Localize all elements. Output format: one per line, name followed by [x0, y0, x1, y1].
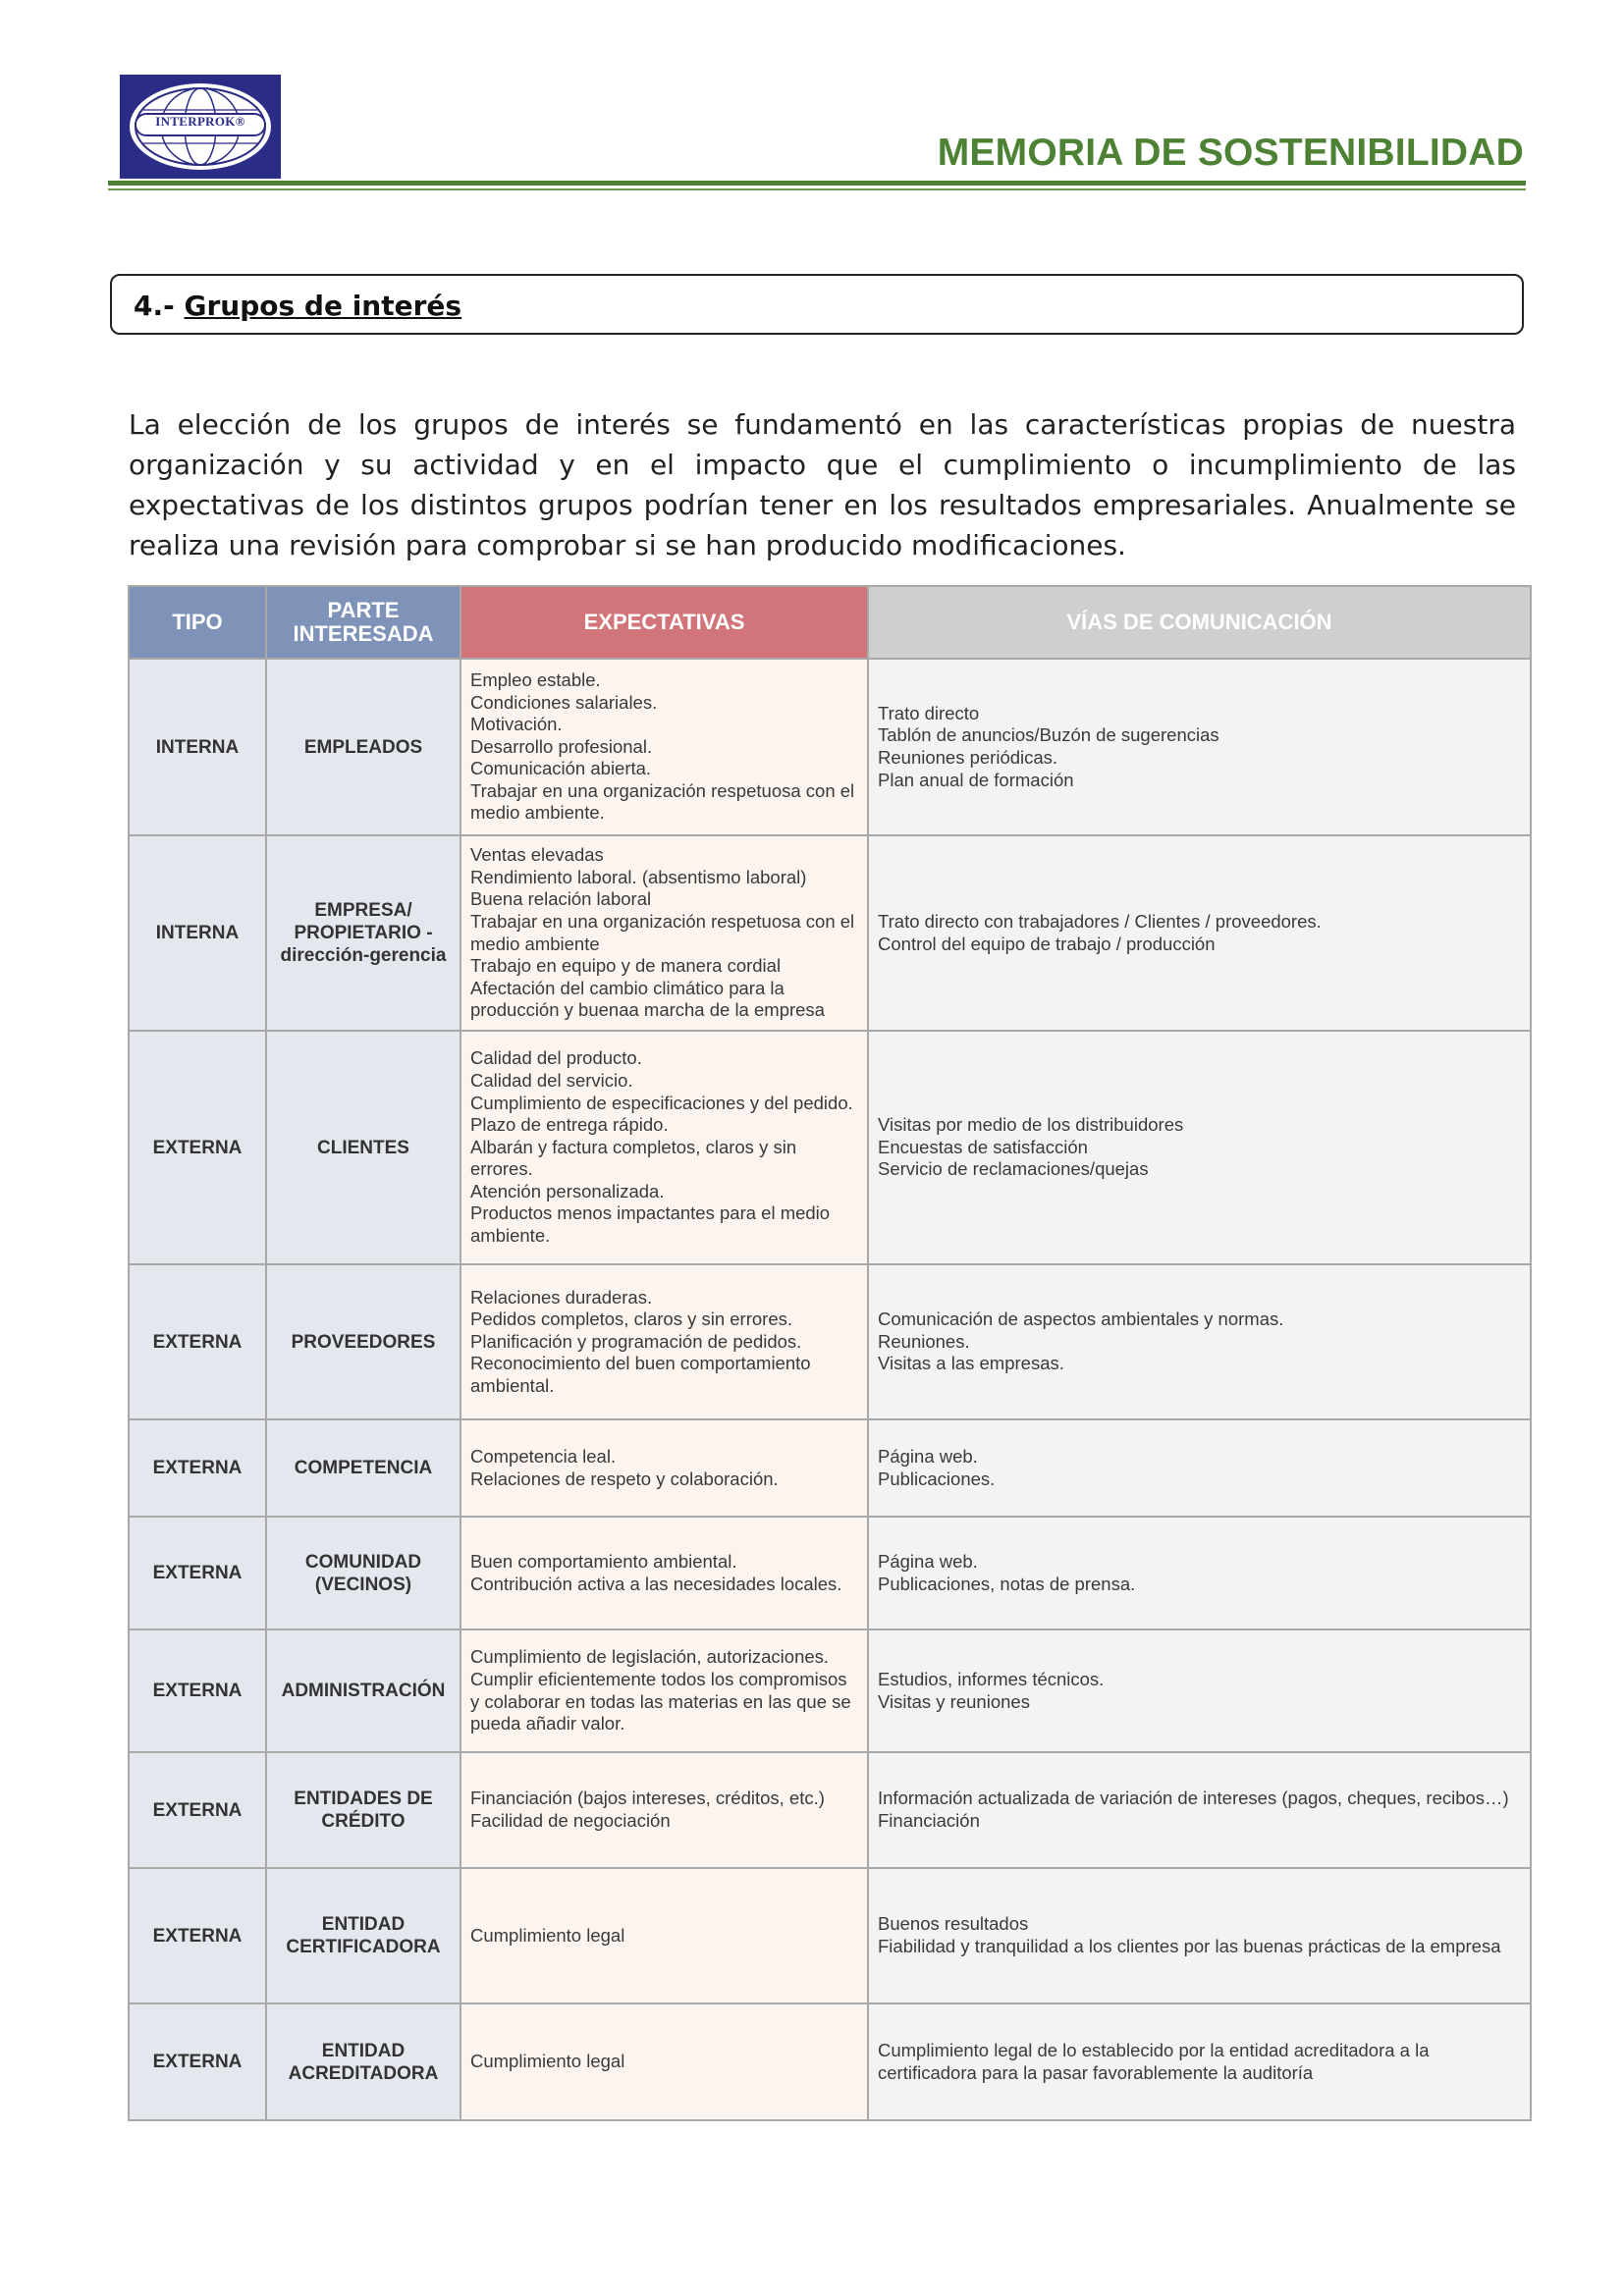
- table-row: [129, 1031, 1531, 1264]
- expectativa-item: Condiciones salariales.: [470, 691, 658, 713]
- expectativa-item: Trabajar en una organización respetuosa con el medio ambiente: [470, 910, 855, 954]
- cell-tipo: EXTERNA: [129, 1868, 266, 2003]
- via-item: Control del equipo de trabajo / producción: [878, 933, 1216, 954]
- via-item: Tablón de anuncios/Buzón de sugerencias: [878, 724, 1219, 746]
- via-item: Cumplimiento legal de lo establecido por la entidad acreditadora a la certificadora para la pasar favorablemente la auditoría: [878, 2039, 1430, 2083]
- cell-tipo: INTERNA: [129, 835, 266, 1031]
- expectativa-item: Albarán y factura completos, claros y sin errores.: [470, 1136, 797, 1180]
- cell-parte-interesada: EMPRESA/ PROPIETARIO - dirección-gerencia: [266, 835, 460, 1031]
- via-item: Reuniones.: [878, 1330, 970, 1352]
- expectativa-item: Plazo de entrega rápido.: [470, 1114, 669, 1136]
- expectativa-item: Afectación del cambio climático para la producción y buenaa marcha de la empresa: [470, 977, 825, 1021]
- intro-paragraph: La elección de los grupos de interés se fundamentó en las características propias de nuestra organización y su actividad y en el impacto que el cumplimiento o incumplimiento de las expectativas de los distintos grupos podrían tener en los resultados empresariales. Anualmente se realiza una revisión para comprobar si se han producido modificaciones.: [129, 408, 1516, 561]
- table-row: [129, 1419, 1531, 1517]
- expectativa-item: Ventas elevadas: [470, 844, 604, 866]
- cell-tipo: EXTERNA: [129, 1517, 266, 1629]
- cell-parte-interesada: PROVEEDORES: [266, 1264, 460, 1419]
- cell-expectativas: [460, 1752, 868, 1868]
- cell-parte-interesada: COMUNIDAD (VECINOS): [266, 1517, 460, 1629]
- expectativa-item: Financiación (bajos intereses, créditos, etc.): [470, 1788, 825, 1809]
- expectativa-item: Cumplimiento de legislación, autorizaciones.: [470, 1646, 830, 1668]
- document-title: MEMORIA DE SOSTENIBILIDAD: [937, 132, 1524, 174]
- cell-parte-interesada: COMPETENCIA: [266, 1419, 460, 1517]
- expectativa-item: Buena relación laboral: [470, 888, 652, 910]
- column-header-vias-comunicacion: VÍAS DE COMUNICACIÓN: [868, 586, 1531, 659]
- cell-tipo: EXTERNA: [129, 1629, 266, 1752]
- table-row: [129, 1264, 1531, 1419]
- cell-tipo: EXTERNA: [129, 1264, 266, 1419]
- expectativa-item: Pedidos completos, claros y sin errores.: [470, 1308, 792, 1330]
- expectativa-item: Relaciones duraderas.: [470, 1286, 653, 1308]
- cell-parte-interesada: ADMINISTRACIÓN: [266, 1629, 460, 1752]
- expectativa-item: Relaciones de respeto y colaboración.: [470, 1468, 779, 1489]
- via-item: Estudios, informes técnicos.: [878, 1668, 1105, 1689]
- table-row: [129, 1752, 1531, 1868]
- cell-tipo: EXTERNA: [129, 1752, 266, 1868]
- via-item: Comunicación de aspectos ambientales y normas.: [878, 1308, 1284, 1330]
- column-header-tipo: TIPO: [129, 586, 266, 659]
- cell-tipo: EXTERNA: [129, 1031, 266, 1264]
- expectativa-item: Cumplimiento legal: [470, 1924, 625, 1946]
- cell-expectativas: [460, 1031, 868, 1264]
- cell-tipo: EXTERNA: [129, 1419, 266, 1517]
- section-title: [134, 290, 461, 322]
- expectativa-item: Trabajo en equipo y de manera cordial: [470, 955, 782, 977]
- via-item: Publicaciones, notas de prensa.: [878, 1573, 1136, 1594]
- cell-expectativas: [460, 659, 868, 835]
- expectativa-item: Cumplimiento de especificaciones y del pedido.: [470, 1092, 853, 1113]
- cell-tipo: INTERNA: [129, 659, 266, 835]
- expectativa-item: Desarrollo profesional.: [470, 735, 653, 757]
- cell-vias-comunicacion: [868, 1629, 1531, 1752]
- expectativa-item: Productos menos impactantes para el medio ambiente.: [470, 1202, 831, 1247]
- expectativa-item: Contribución activa a las necesidades locales.: [470, 1573, 842, 1594]
- table-row: [129, 659, 1531, 835]
- cell-expectativas: [460, 1517, 868, 1629]
- expectativa-item: Motivación.: [470, 714, 563, 735]
- table-row: [129, 1517, 1531, 1629]
- section-number: 4.-: [134, 290, 175, 322]
- cell-parte-interesada: CLIENTES: [266, 1031, 460, 1264]
- via-item: Visitas a las empresas.: [878, 1353, 1064, 1374]
- via-item: Visitas y reuniones: [878, 1690, 1030, 1712]
- via-item: Reuniones periódicas.: [878, 747, 1058, 768]
- expectativa-item: Facilidad de negociación: [470, 1810, 671, 1831]
- cell-vias-comunicacion: [868, 1264, 1531, 1419]
- table-body: [129, 659, 1531, 2120]
- section-name: Grupos de interés: [184, 290, 462, 322]
- cell-tipo: EXTERNA: [129, 2003, 266, 2120]
- via-item: Financiación: [878, 1810, 980, 1831]
- cell-expectativas: [460, 1264, 868, 1419]
- cell-expectativas: [460, 2003, 868, 2120]
- cell-parte-interesada: EMPLEADOS: [266, 659, 460, 835]
- section-heading-box: [110, 274, 1524, 335]
- via-item: Encuestas de satisfacción: [878, 1136, 1088, 1157]
- expectativa-item: Calidad del servicio.: [470, 1069, 633, 1091]
- expectativa-item: Reconocimiento del buen comportamiento ambiental.: [470, 1353, 811, 1396]
- via-item: Información actualizada de variación de intereses (pagos, cheques, recibos…): [878, 1788, 1509, 1809]
- cell-expectativas: [460, 1868, 868, 2003]
- company-logo: [120, 75, 281, 179]
- column-header-expectativas: EXPECTATIVAS: [460, 586, 868, 659]
- via-item: Página web.: [878, 1445, 978, 1467]
- cell-vias-comunicacion: [868, 1517, 1531, 1629]
- expectativa-item: Cumplir eficientemente todos los compromisos y colaborar en todas las materias en las que se pueda añadir valor.: [470, 1668, 851, 1735]
- expectativa-item: Empleo estable.: [470, 668, 601, 690]
- expectativa-item: Atención personalizada.: [470, 1180, 665, 1201]
- table-header-row: [129, 586, 1531, 659]
- cell-vias-comunicacion: [868, 1752, 1531, 1868]
- cell-vias-comunicacion: [868, 835, 1531, 1031]
- logo-wordmark: INTERPROK®: [155, 114, 245, 129]
- expectativa-item: Buen comportamiento ambiental.: [470, 1550, 737, 1572]
- expectativa-item: Trabajar en una organización respetuosa con el medio ambiente.: [470, 779, 855, 824]
- expectativa-item: Competencia leal.: [470, 1445, 617, 1467]
- cell-expectativas: [460, 1419, 868, 1517]
- cell-parte-interesada: ENTIDAD ACREDITADORA: [266, 2003, 460, 2120]
- cell-vias-comunicacion: [868, 2003, 1531, 2120]
- cell-vias-comunicacion: [868, 1419, 1531, 1517]
- cell-vias-comunicacion: [868, 1031, 1531, 1264]
- table-row: [129, 835, 1531, 1031]
- via-item: Trato directo: [878, 702, 980, 723]
- via-item: Servicio de reclamaciones/quejas: [878, 1158, 1149, 1180]
- stakeholders-table: [128, 585, 1532, 2121]
- header-rule: [108, 181, 1526, 186]
- cell-expectativas: [460, 835, 868, 1031]
- expectativa-item: Comunicación abierta.: [470, 758, 652, 779]
- via-item: Fiabilidad y tranquilidad a los clientes por las buenas prácticas de la empresa: [878, 1936, 1501, 1956]
- via-item: Página web.: [878, 1550, 978, 1572]
- header-rule-thin: [108, 188, 1526, 190]
- expectativa-item: Planificación y programación de pedidos.: [470, 1330, 802, 1352]
- via-item: Trato directo con trabajadores / Clientes / proveedores.: [878, 910, 1322, 932]
- cell-vias-comunicacion: [868, 659, 1531, 835]
- expectativa-item: Rendimiento laboral. (absentismo laboral): [470, 866, 807, 887]
- expectativa-item: Calidad del producto.: [470, 1047, 642, 1069]
- cell-expectativas: [460, 1629, 868, 1752]
- via-item: Publicaciones.: [878, 1468, 996, 1489]
- table-row: [129, 2003, 1531, 2120]
- cell-parte-interesada: ENTIDAD CERTIFICADORA: [266, 1868, 460, 2003]
- via-item: Buenos resultados: [878, 1913, 1029, 1935]
- column-header-parte-interesada: PARTE INTERESADA: [266, 586, 460, 659]
- cell-vias-comunicacion: [868, 1868, 1531, 2003]
- via-item: Plan anual de formación: [878, 769, 1074, 790]
- cell-parte-interesada: ENTIDADES DE CRÉDITO: [266, 1752, 460, 1868]
- expectativa-item: Cumplimiento legal: [470, 2051, 625, 2072]
- table-row: [129, 1629, 1531, 1752]
- table-row: [129, 1868, 1531, 2003]
- via-item: Visitas por medio de los distribuidores: [878, 1114, 1184, 1136]
